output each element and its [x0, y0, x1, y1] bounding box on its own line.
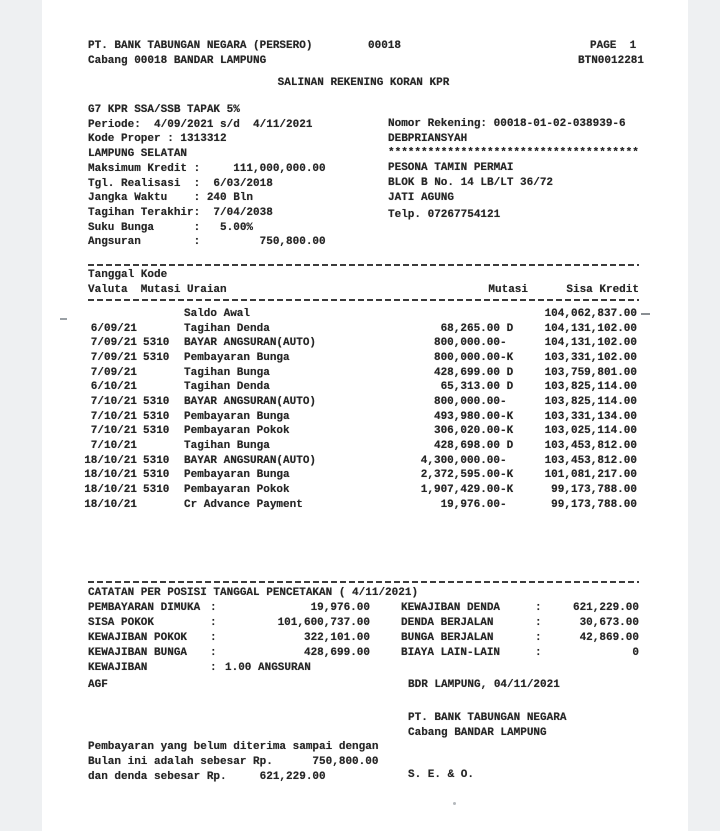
row-kode: 5310: [143, 337, 170, 349]
row-mutasi-amount: 800,000.00: [433, 396, 500, 408]
row-date: 7/10/21: [90, 396, 137, 408]
catatan-row: [88, 631, 370, 646]
row-sisa-kredit: 103,825,114.00: [544, 381, 637, 393]
row-kode: [137, 322, 184, 337]
statement-page: [42, 0, 688, 831]
row-mutasi-suffix: D: [500, 367, 514, 379]
catatan-row: [401, 646, 639, 661]
row-uraian: Pembayaran Pokok: [184, 425, 290, 437]
row-date: [82, 307, 137, 322]
table-row: [82, 307, 637, 322]
loan-info-line: Suku Bunga : 5.00%: [88, 221, 254, 234]
catatan-label: DENDA BERJALAN: [401, 617, 494, 629]
table-row: [82, 439, 637, 454]
row-kode: 5310: [143, 411, 170, 423]
row-mutasi-suffix: D: [500, 323, 514, 335]
table-row: [82, 454, 637, 469]
row-uraian: Tagihan Bunga: [184, 440, 270, 452]
catatan-value: 322,101.00: [303, 632, 370, 644]
footer-branch: Cabang BANDAR LAMPUNG: [408, 727, 547, 739]
catatan-label: KEWAJIBAN BUNGA: [88, 647, 188, 659]
address-line: PESONA TAMIN PERMAI: [388, 162, 514, 175]
row-kode: [137, 439, 184, 454]
catatan-title: CATATAN PER POSISI TANGGAL PENCETAKAN ( 4/11/2021): [88, 587, 419, 599]
catatan-value: 101,600,737.00: [277, 617, 370, 629]
row-mutasi-amount: [390, 307, 500, 322]
table-row: [82, 424, 637, 439]
row-mutasi-suffix: D: [500, 381, 514, 393]
row-mutasi-suffix: -K: [500, 425, 514, 437]
table-row: [82, 366, 637, 381]
row-date: 7/10/21: [90, 425, 137, 437]
loan-info-line: Maksimum Kredit : 111,000,000.00: [88, 162, 326, 175]
scan-artifact: [641, 313, 650, 315]
row-kode: 5310: [143, 455, 170, 467]
row-mutasi-amount: 428,698.00: [433, 440, 500, 452]
catatan-colon: :: [210, 602, 217, 614]
table-row: [82, 380, 637, 395]
row-uraian: Pembayaran Bunga: [184, 469, 290, 481]
table-row: [82, 498, 637, 513]
row-mutasi-amount: 1,907,429.00: [420, 484, 500, 496]
catatan-value: 30,673.00: [579, 617, 639, 629]
row-date: 18/10/21: [84, 469, 137, 481]
loan-info-line: G7 KPR SSA/SSB TAPAK 5%: [88, 104, 240, 116]
row-sisa-kredit: 101,081,217.00: [544, 469, 637, 481]
catatan-colon: :: [535, 632, 542, 644]
scan-artifact: [60, 318, 67, 320]
catatan-row: [88, 646, 370, 661]
row-date: 7/09/21: [90, 352, 137, 364]
row-uraian: Tagihan Denda: [184, 323, 270, 335]
row-kode: 5310: [143, 425, 170, 437]
catatan-value: 1.00 ANGSURAN: [225, 662, 311, 674]
row-date: 18/10/21: [84, 484, 137, 496]
loan-info-line: Kode Proper : 1313312: [88, 133, 227, 146]
row-mutasi-suffix: -K: [500, 469, 514, 481]
row-mutasi-suffix: -K: [500, 411, 514, 423]
bank-name: PT. BANK TABUNGAN NEGARA (PERSERO): [88, 40, 313, 52]
catatan-colon: :: [210, 662, 217, 674]
row-kode: 5310: [143, 396, 170, 408]
row-mutasi-suffix: -K: [500, 352, 514, 364]
loan-info-line: Tagihan Terakhir: 7/04/2038: [88, 206, 273, 219]
row-uraian: Saldo Awal: [184, 308, 251, 320]
catatan-label: KEWAJIBAN POKOK: [88, 632, 188, 644]
col-header-mutasi: Mutasi: [488, 284, 528, 296]
bank-branch: Cabang 00018 BANDAR LAMPUNG: [88, 55, 267, 67]
address-line: JATI AGUNG: [388, 191, 455, 204]
phone-line: Telp. 07267754121: [388, 209, 501, 221]
row-mutasi-amount: 800,000.00: [433, 352, 500, 364]
table-row: [82, 468, 637, 483]
catatan-colon: :: [535, 647, 542, 659]
row-kode: 5310: [143, 469, 170, 481]
table-row: [82, 322, 637, 337]
footer-note-line: Bulan ini adalah sebesar Rp. 750,800.00: [88, 756, 379, 768]
row-kode: 5310: [143, 484, 170, 496]
branch-code: 00018: [368, 40, 402, 52]
table-row: [82, 483, 637, 498]
row-kode: [137, 366, 184, 381]
row-mutasi-suffix: -: [500, 337, 507, 349]
table-row: [82, 351, 637, 366]
catatan-value: 19,976.00: [310, 602, 370, 614]
loan-info-line: Jangka Waktu : 240 Bln: [88, 192, 254, 205]
row-mutasi-amount: 800,000.00: [433, 337, 500, 349]
table-row: [82, 336, 637, 351]
row-uraian: Pembayaran Pokok: [184, 484, 290, 496]
catatan-row: [401, 616, 639, 631]
row-date: 6/10/21: [90, 381, 137, 393]
row-sisa-kredit: 104,062,837.00: [544, 308, 637, 320]
loan-info-line: Angsuran : 750,800.00: [88, 236, 326, 249]
catatan-value: 621,229.00: [572, 602, 639, 614]
row-uraian: Pembayaran Bunga: [184, 352, 290, 364]
catatan-value: 428,699.00: [303, 647, 370, 659]
customer-name: DEBPRIANSYAH: [388, 132, 468, 145]
row-sisa-kredit: 104,131,102.00: [544, 337, 637, 349]
row-mutasi-amount: 68,265.00: [440, 323, 500, 335]
row-uraian: Pembayaran Bunga: [184, 411, 290, 423]
catatan-label: BUNGA BERJALAN: [401, 632, 494, 644]
footer-code: AGF: [88, 679, 108, 691]
row-mutasi-suffix: -K: [500, 484, 514, 496]
footer-note-line: Pembayaran yang belum diterima sampai dengan: [88, 741, 379, 753]
table-row: [82, 395, 637, 410]
catatan-label: PEMBAYARAN DIMUKA: [88, 602, 201, 614]
divider: [88, 299, 639, 301]
catatan-label: KEWAJIBAN DENDA: [401, 602, 501, 614]
row-kode: [137, 307, 184, 322]
catatan-row: [88, 616, 370, 631]
doc-number: BTN0012281: [578, 55, 645, 67]
table-header-line1: Tanggal Kode: [88, 269, 168, 281]
table-row: [82, 410, 637, 425]
row-sisa-kredit: 103,331,102.00: [544, 352, 637, 364]
row-sisa-kredit: 103,453,812.00: [544, 455, 637, 467]
scan-artifact: [453, 802, 456, 805]
row-mutasi-amount: 4,300,000.00: [420, 455, 500, 467]
catatan-colon: :: [210, 617, 217, 629]
row-date: 7/10/21: [90, 440, 137, 452]
row-sisa-kredit: 104,131,102.00: [544, 323, 637, 335]
row-uraian: Cr Advance Payment: [184, 499, 303, 511]
row-mutasi-amount: 65,313.00: [440, 381, 500, 393]
row-mutasi-suffix: -: [500, 455, 507, 467]
col-header-sisa-kredit: Sisa Kredit: [566, 284, 639, 296]
row-uraian: BAYAR ANGSURAN(AUTO): [184, 337, 317, 349]
catatan-value: 0: [632, 647, 639, 659]
separator-stars: **************************************: [388, 147, 639, 160]
footer-company: PT. BANK TABUNGAN NEGARA: [408, 712, 567, 724]
footer-seo: S. E. & O.: [408, 769, 475, 781]
catatan-value: 42,869.00: [579, 632, 639, 644]
loan-info-line: Periode: 4/09/2021 s/d 4/11/2021: [88, 118, 313, 131]
row-mutasi-suffix: D: [500, 440, 514, 452]
row-sisa-kredit: 103,825,114.00: [544, 396, 637, 408]
row-date: 6/09/21: [90, 323, 137, 335]
catatan-colon: :: [210, 647, 217, 659]
catatan-colon: :: [210, 632, 217, 644]
divider: [88, 264, 639, 266]
catatan-label: SISA POKOK: [88, 617, 155, 629]
row-sisa-kredit: 103,453,812.00: [544, 440, 637, 452]
row-uraian: Tagihan Denda: [184, 381, 270, 393]
loan-info-line: LAMPUNG SELATAN: [88, 148, 188, 161]
row-mutasi-amount: 428,699.00: [433, 367, 500, 379]
catatan-colon: :: [535, 617, 542, 629]
row-date: 18/10/21: [84, 499, 137, 511]
catatan-row: [401, 631, 639, 646]
address-line: BLOK B No. 14 LB/LT 36/72: [388, 176, 554, 189]
row-mutasi-suffix: [500, 307, 517, 322]
footer-note-line: dan denda sebesar Rp. 621,229.00: [88, 771, 326, 783]
row-mutasi-amount: 19,976.00: [440, 499, 500, 511]
row-sisa-kredit: 103,025,114.00: [544, 425, 637, 437]
row-mutasi-amount: 306,020.00: [433, 425, 500, 437]
table-header-line2: Valuta Mutasi Uraian: [88, 284, 227, 296]
divider: [88, 581, 639, 583]
catatan-row: [401, 601, 639, 616]
row-mutasi-amount: 493,980.00: [433, 411, 500, 423]
catatan-row: [88, 661, 370, 676]
page-title: SALINAN REKENING KORAN KPR: [277, 77, 450, 89]
row-sisa-kredit: 103,331,134.00: [544, 411, 637, 423]
row-mutasi-amount: 2,372,595.00: [420, 469, 500, 481]
row-uraian: BAYAR ANGSURAN(AUTO): [184, 455, 317, 467]
catatan-label: BIAYA LAIN-LAIN: [401, 647, 501, 659]
row-sisa-kredit: 99,173,788.00: [551, 499, 637, 511]
row-uraian: BAYAR ANGSURAN(AUTO): [184, 396, 317, 408]
row-kode: 5310: [143, 352, 170, 364]
row-date: 7/10/21: [90, 411, 137, 423]
page-number: PAGE 1: [590, 40, 637, 52]
loan-info-block: [88, 103, 326, 250]
row-date: 18/10/21: [84, 455, 137, 467]
catatan-row: [88, 601, 370, 616]
catatan-label: KEWAJIBAN: [88, 662, 148, 674]
account-number: Nomor Rekening: 00018-01-02-038939-6: [388, 118, 626, 130]
row-sisa-kredit: 99,173,788.00: [551, 484, 637, 496]
row-kode: [137, 498, 184, 513]
account-info-block: [388, 117, 639, 205]
row-kode: [137, 380, 184, 395]
row-date: 7/09/21: [90, 337, 137, 349]
loan-info-line: Tgl. Realisasi : 6/03/2018: [88, 177, 273, 190]
row-mutasi-suffix: -: [500, 499, 507, 511]
footer-place-date: BDR LAMPUNG, 04/11/2021: [408, 679, 560, 691]
row-mutasi-suffix: -: [500, 396, 507, 408]
catatan-colon: :: [535, 602, 542, 614]
row-uraian: Tagihan Bunga: [184, 367, 270, 379]
row-sisa-kredit: 103,759,801.00: [544, 367, 637, 379]
row-date: 7/09/21: [90, 367, 137, 379]
